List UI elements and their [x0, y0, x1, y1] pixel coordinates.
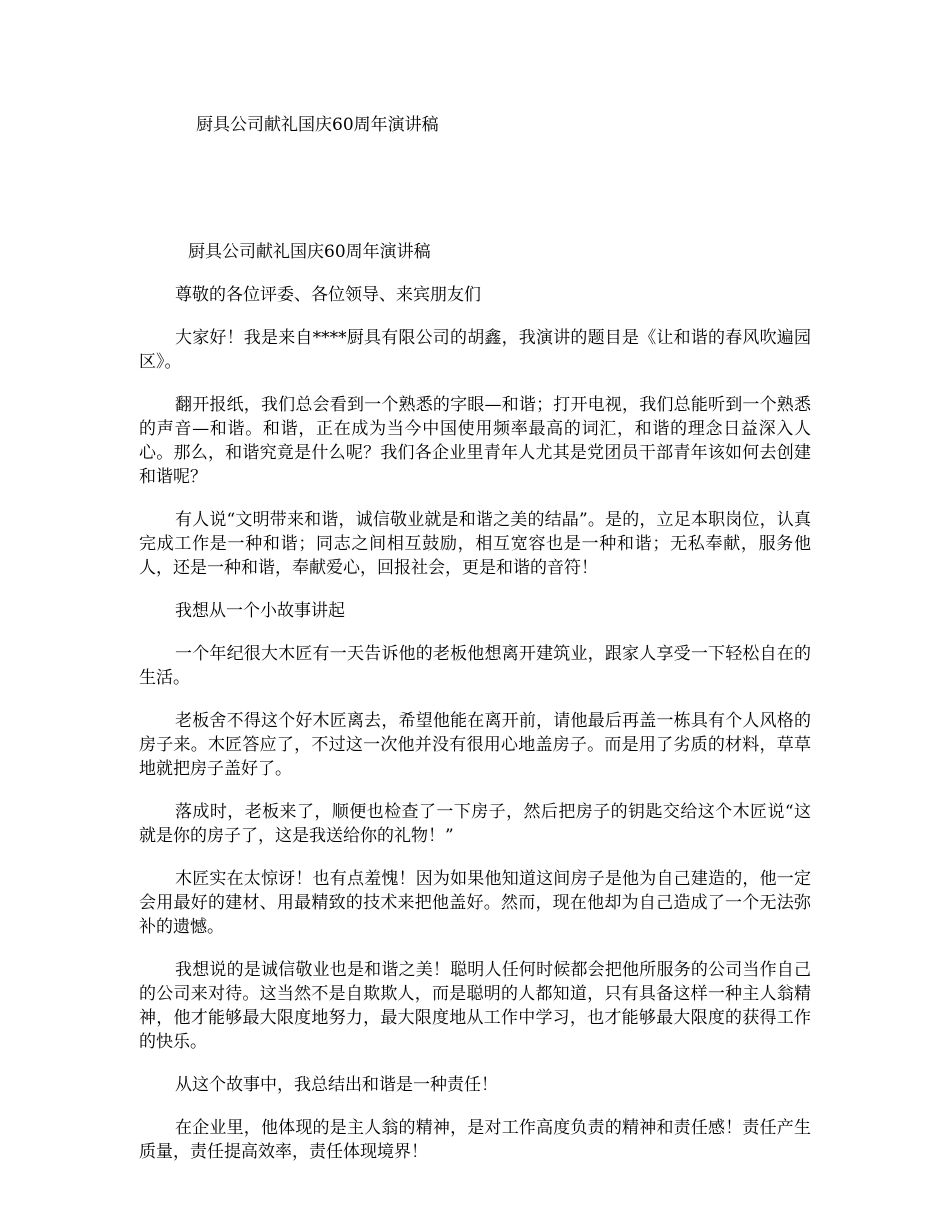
speech-title: 厨具公司献礼国庆60周年演讲稿	[188, 242, 431, 262]
paragraph-story-2: 老板舍不得这个好木匠离去，希望他能在离开前，请他最后再盖一栋具有个人风格的房子来。木匠答应了，不过这一次他并没有很用心地盖房子。而是用了劣质的材料，草草地就把房子盖好了。	[139, 711, 811, 779]
paragraph-harmony-definition: 有人说“文明带来和谐，诚信敬业就是和谐之美的结晶”。是的，立足本职岗位，认真完成工作是一种和谐；同志之间相互鼓励，相互宽容也是一种和谐；无私奉献，服务他人，还是一种和谐，奉献爱心，回报社会，更是和谐的音符！	[139, 510, 811, 578]
document-title: 厨具公司献礼国庆60周年演讲稿	[196, 115, 439, 135]
paragraph-story-4: 木匠实在太惊讶！也有点羞愧！因为如果他知道这间房子是他为自己建造的，他一定会用最好的建材、用最精致的技术来把他盖好。然而，现在他却为自己造成了一个无法弥补的遗憾。	[139, 869, 811, 937]
paragraph-moral: 我想说的是诚信敬业也是和谐之美！聪明人任何时候都会把他所服务的公司当作自己的公司来对待。这当然不是自欺欺人，而是聪明的人都知道，只有具备这样一种主人翁精神，他才能够最大限度地努力，最大限度地从工作中学习，也才能够最大限度的获得工作的快乐。	[139, 960, 811, 1052]
paragraph-harmony-intro: 翻开报纸，我们总会看到一个熟悉的字眼—和谐；打开电视，我们总能听到一个熟悉的声音—和谐。和谐，正在成为当今中国使用频率最高的词汇，和谐的理念日益深入人心。那么，和谐究竟是什么呢？我们各企业里青年人尤其是党团员干部青年该如何去创建和谐呢？	[139, 395, 811, 487]
paragraph-story-3: 落成时，老板来了，顺便也检查了一下房子，然后把房子的钥匙交给这个木匠说“这就是你的房子了，这是我送给你的礼物！”	[139, 802, 811, 846]
paragraph-story-1: 一个年纪很大木匠有一天告诉他的老板他想离开建筑业，跟家人享受一下轻松自在的生活。	[139, 644, 811, 688]
paragraph-conclusion: 从这个故事中，我总结出和谐是一种责任！	[175, 1075, 498, 1095]
paragraph-greeting: 大家好！我是来自****厨具有限公司的胡鑫，我演讲的题目是《让和谐的春风吹遍园区》。	[139, 328, 811, 372]
paragraph-responsibility: 在企业里，他体现的是主人翁的精神，是对工作高度负责的精神和责任感！责任产生质量，责任提高效率，责任体现境界！	[139, 1118, 811, 1162]
document-body	[139, 240, 811, 1183]
paragraph-story-intro: 我想从一个小故事讲起	[175, 601, 345, 621]
paragraph-salutation: 尊敬的各位评委、各位领导、来宾朋友们	[175, 285, 481, 305]
